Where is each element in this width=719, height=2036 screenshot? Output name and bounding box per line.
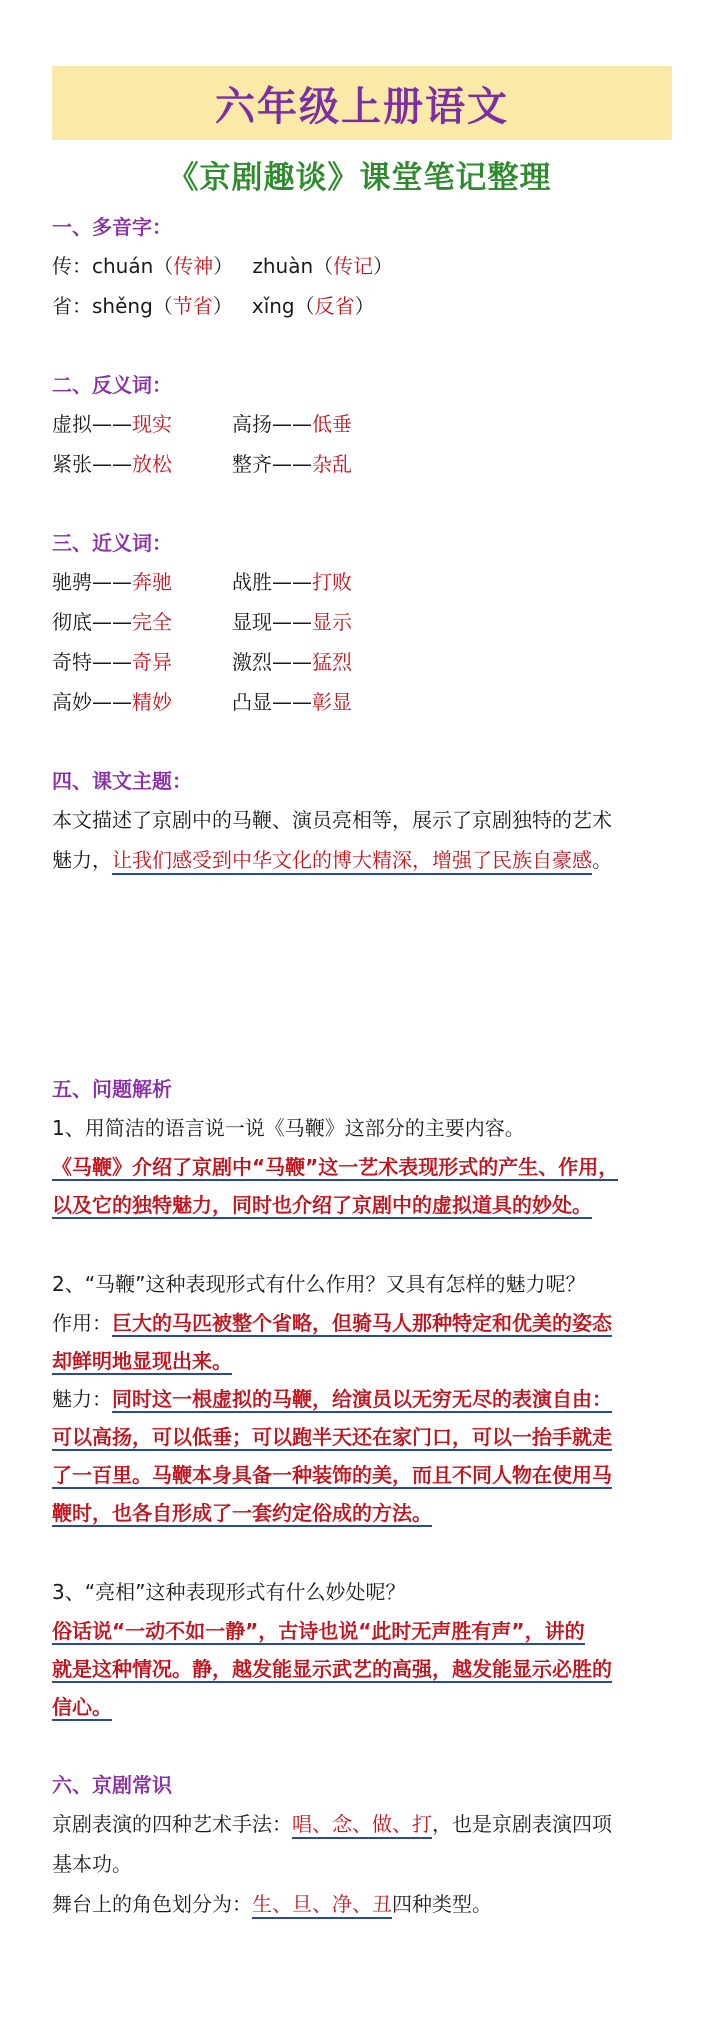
example-word: 节省 [172,294,213,318]
polyphone-line [52,286,672,326]
question-3: 3、“亮相”这种表现形式有什么妙处呢？ [52,1580,406,1604]
word-pair-line [52,602,672,642]
theme-text-part: 魅力， [52,848,112,872]
answer-word: 猛烈 [312,650,352,674]
answer-label: 作用： [52,1311,112,1335]
theme-text [52,840,672,880]
pinyin: zhuàn（ [252,254,334,278]
answer-2-charm [52,1380,672,1532]
answer-3 [52,1612,672,1726]
word-pair-line [52,404,672,444]
answer-line: 可以高扬，可以低垂；可以跑半天还在家门口，可以一抬手就走 [52,1425,612,1449]
word: 紧张—— [52,452,132,476]
answer-word: 精妙 [132,690,172,714]
polyphone-line [52,246,672,286]
answer-line: 巨大的马匹被整个省略，但骑马人那种特定和优美的姿态 [112,1311,612,1335]
title-banner [52,66,672,140]
word: 高妙—— [52,690,132,714]
question-1: 1、用简洁的语言说一说《马鞭》这部分的主要内容。 [52,1116,525,1140]
knowledge-text: 四种类型。 [392,1892,492,1916]
answer-line: 鞭时，也各自形成了一套约定俗成的方法。 [52,1501,432,1525]
theme-text-part: 。 [592,848,612,872]
bracket: ） [212,294,233,318]
answer-word: 显示 [312,610,352,634]
word: 凸显—— [232,690,312,714]
word-pair-line [52,642,672,682]
knowledge-line: 基本功。 [52,1852,132,1876]
knowledge-text: 舞台上的角色划分为： [52,1892,252,1916]
word: 整齐—— [232,452,312,476]
polyphone-char: 传： [52,254,92,278]
section-heading-synonyms: 三、近义词： [52,531,172,555]
bracket: ） [373,254,394,278]
knowledge-line [52,1804,672,1844]
answer-word: 放松 [132,452,172,476]
example-word: 传记 [333,254,374,278]
section-heading-opera-knowledge: 六、京剧常识 [52,1773,172,1797]
answer-word: 杂乱 [312,452,352,476]
answer-line: 以及它的独特魅力，同时也介绍了京剧中的虚拟道具的妙处。 [52,1193,592,1217]
theme-highlight: 让我们感受到中华文化的博大精深，增强了民族自豪感 [112,848,592,875]
knowledge-text: ，也是京剧表演四项 [432,1812,612,1836]
bracket: ） [354,294,375,318]
section-heading-theme: 四、课文主题： [52,769,192,793]
page-title: 六年级上册语文 [215,83,509,130]
word: 彻底—— [52,610,132,634]
notes-content [52,208,672,1924]
knowledge-highlight: 唱、念、做、打 [292,1812,432,1839]
section-heading-questions: 五、问题解析 [52,1077,172,1101]
section-heading-polyphones: 一、多音字： [52,215,172,239]
answer-line: 却鲜明地显现出来。 [52,1349,232,1373]
word: 高扬—— [232,412,312,436]
example-word: 反省 [314,294,355,318]
answer-word: 低垂 [312,412,352,436]
pinyin: chuán（ [92,254,174,278]
word: 显现—— [232,610,312,634]
answer-word: 完全 [132,610,172,634]
knowledge-highlight: 生、旦、净、丑 [252,1892,392,1919]
answer-line: 了一百里。马鞭本身具备一种装饰的美，而且不同人物在使用马 [52,1463,612,1487]
word-pair-line [52,682,672,722]
polyphone-char: 省： [52,294,92,318]
answer-1 [52,1148,672,1224]
theme-text: 本文描述了京剧中的马鞭、演员亮相等，展示了京剧独特的艺术 [52,808,612,832]
answer-line: 信心。 [52,1695,112,1719]
answer-2-effect [52,1304,672,1380]
knowledge-line [52,1884,672,1924]
answer-word: 奔驰 [132,570,172,594]
pinyin: xǐng（ [251,294,315,318]
section-heading-antonyms: 二、反义词： [52,373,172,397]
word-pair-line [52,562,672,602]
answer-line: 俗话说“一动不如一静”，古诗也说“此时无声胜有声”，讲的 [52,1619,585,1643]
word: 奇特—— [52,650,132,674]
example-word: 传神 [173,254,214,278]
bracket: ） [213,254,234,278]
word: 战胜—— [232,570,312,594]
answer-word: 打败 [312,570,352,594]
answer-line: 就是这种情况。静，越发能显示武艺的高强，越发能显示必胜的 [52,1657,612,1681]
answer-word: 彰显 [312,690,352,714]
word: 驰骋—— [52,570,132,594]
answer-word: 奇异 [132,650,172,674]
word: 虚拟—— [52,412,132,436]
answer-word: 现实 [132,412,172,436]
answer-label: 魅力： [52,1387,112,1411]
answer-line: 《马鞭》介绍了京剧中“马鞭”这一艺术表现形式的产生、作用， [52,1155,619,1179]
question-2: 2、“马鞭”这种表现形式有什么作用？又具有怎样的魅力呢？ [52,1272,586,1296]
pinyin: shěng（ [92,294,173,318]
word: 激烈—— [232,650,312,674]
answer-line: 同时这一根虚拟的马鞭，给演员以无穷无尽的表演自由： [112,1387,612,1411]
page-subtitle: 《京剧趣谈》课堂笔记整理 [167,160,552,196]
knowledge-text: 京剧表演的四种艺术手法： [52,1812,292,1836]
word-pair-line [52,444,672,484]
